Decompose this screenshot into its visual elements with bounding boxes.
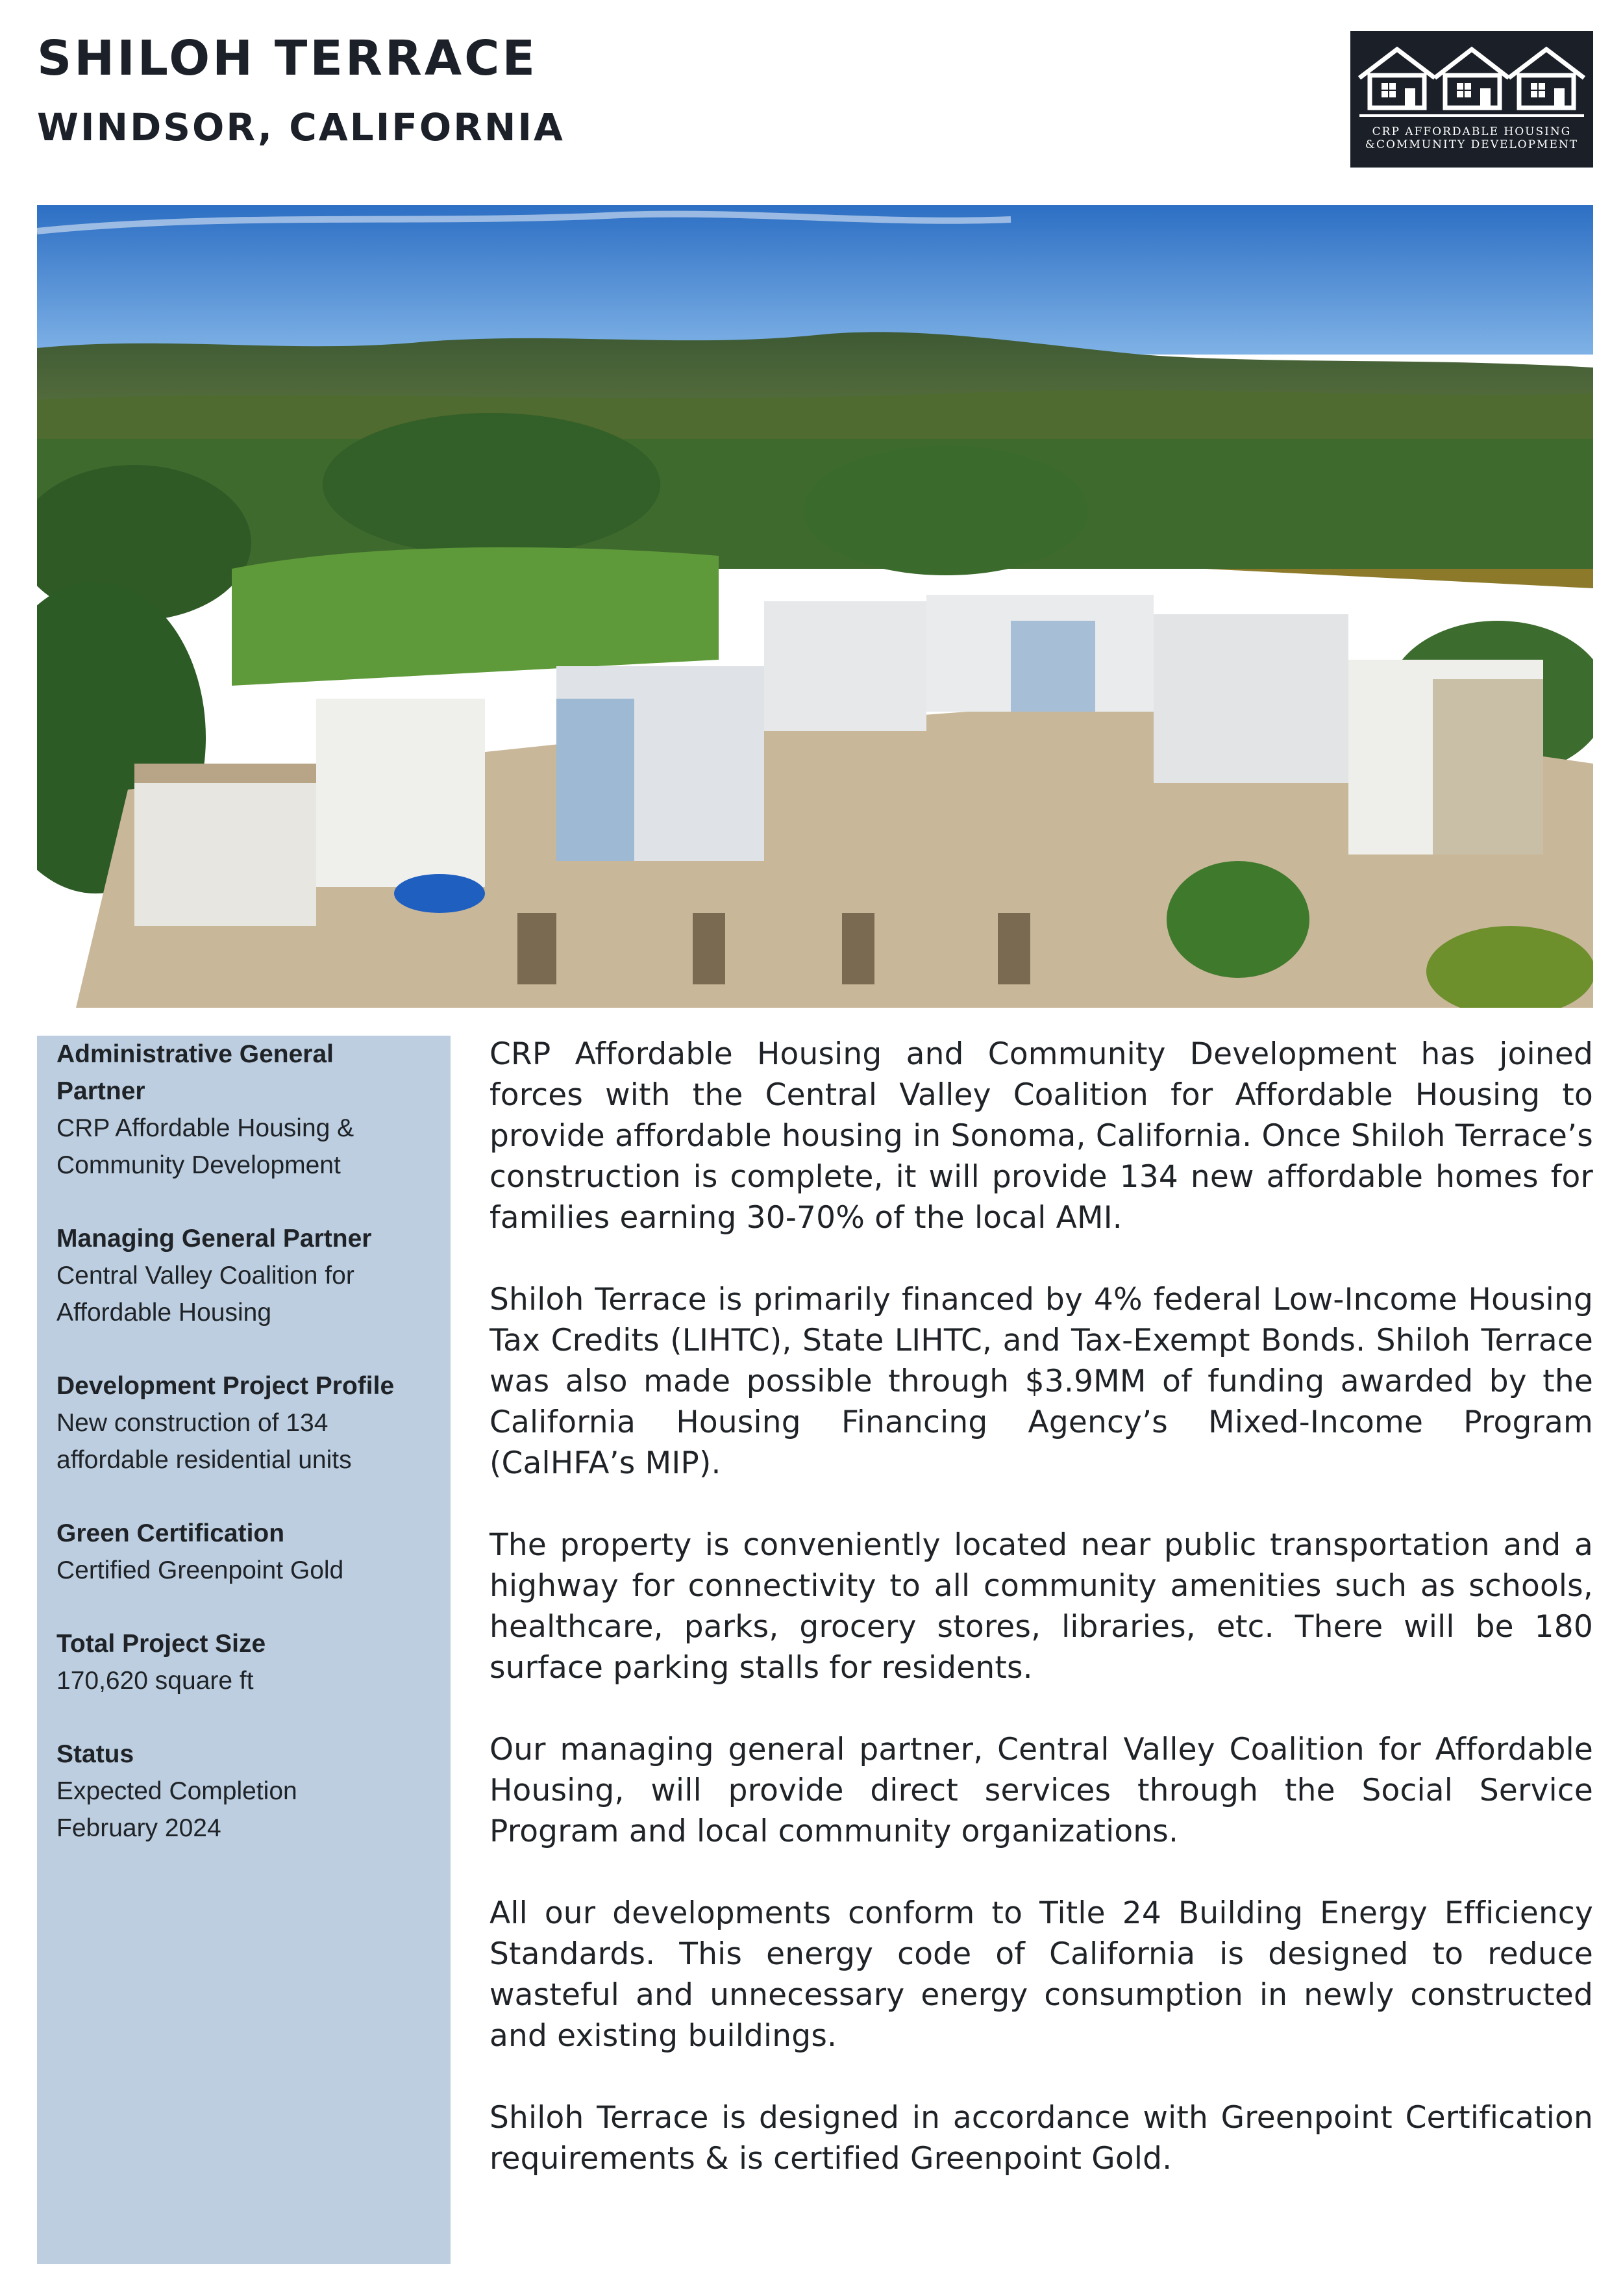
logo-text-line2: &COMMUNITY DEVELOPMENT bbox=[1365, 138, 1579, 151]
project-facts-sidebar bbox=[37, 1036, 451, 2264]
page-subtitle-location: WINDSOR, CALIFORNIA bbox=[37, 105, 565, 149]
fact-value: February 2024 bbox=[56, 1814, 221, 1842]
fact-value: affordable residential units bbox=[56, 1446, 352, 1474]
fact-value: Expected Completion bbox=[56, 1777, 297, 1805]
fact-value: New construction of 134 bbox=[56, 1409, 328, 1437]
fact-value: CRP Affordable Housing & bbox=[56, 1114, 354, 1142]
crp-logo bbox=[1350, 31, 1593, 168]
fact-project-profile bbox=[56, 1367, 431, 1479]
fact-status bbox=[56, 1736, 431, 1847]
fact-heading: Total Project Size bbox=[56, 1630, 266, 1658]
fact-value: Certified Greenpoint Gold bbox=[56, 1556, 344, 1584]
project-description bbox=[489, 1034, 1593, 2220]
fact-heading: Green Certification bbox=[56, 1519, 285, 1547]
description-paragraph: Shiloh Terrace is primarily financed by 4% federal Low-Income Housing Tax Credits (LIHTC), State LIHTC, and Tax-Exempt Bonds. Shiloh Terrace was also made possible through $3.9MM of funding awarded by the California Housing Financing Agency’s Mixed-Income Program (CalHFA’s MIP). bbox=[489, 1282, 1593, 1481]
description-paragraph: Our managing general partner, Central Valley Coalition for Affordable Housing, will provide direct services through the Social Service Program and local community organizations. bbox=[489, 1732, 1593, 1849]
fact-heading: Status bbox=[56, 1740, 134, 1768]
fact-heading: Managing General Partner bbox=[56, 1225, 372, 1253]
fact-total-project-size bbox=[56, 1625, 431, 1699]
fact-heading: Administrative General bbox=[56, 1040, 334, 1068]
description-paragraph: Shiloh Terrace is designed in accordance with Greenpoint Certification requirements & is certified Greenpoint Gold. bbox=[489, 2100, 1593, 2177]
fact-value: Central Valley Coalition for bbox=[56, 1262, 354, 1290]
description-paragraph: The property is conveniently located near public transportation and a highway for connectivity to all community amenities such as schools, healthcare, parks, grocery stores, libraries, etc. There will be 180 surface parking stalls for residents. bbox=[489, 1527, 1593, 1686]
fact-green-certification bbox=[56, 1515, 431, 1589]
description-paragraph: CRP Affordable Housing and Community Development has joined forces with the Central Valley Coalition for Affordable Housing to provide affordable housing in Sonoma, California. Once Shiloh Terrace’s construction is complete, it will provide 134 new affordable homes for families earning 30-70% of the local AMI. bbox=[489, 1036, 1593, 1236]
fact-value: 170,620 square ft bbox=[56, 1667, 254, 1695]
aerial-photo bbox=[37, 205, 1593, 1008]
fact-heading: Partner bbox=[56, 1077, 145, 1105]
description-paragraph: All our developments conform to Title 24 Building Energy Efficiency Standards. This energy code of California is designed to reduce wasteful and unnecessary energy consumption in newly constructed and existing buildings. bbox=[489, 1895, 1593, 2054]
fact-heading: Development Project Profile bbox=[56, 1372, 395, 1400]
fact-value: Community Development bbox=[56, 1151, 341, 1179]
fact-admin-general-partner bbox=[56, 1036, 431, 1184]
logo-text-line1: CRP AFFORDABLE HOUSING bbox=[1372, 125, 1572, 138]
fact-managing-general-partner bbox=[56, 1220, 431, 1331]
fact-value: Affordable Housing bbox=[56, 1299, 272, 1327]
three-houses-icon bbox=[1350, 31, 1593, 126]
page-title: SHILOH TERRACE bbox=[37, 31, 538, 86]
